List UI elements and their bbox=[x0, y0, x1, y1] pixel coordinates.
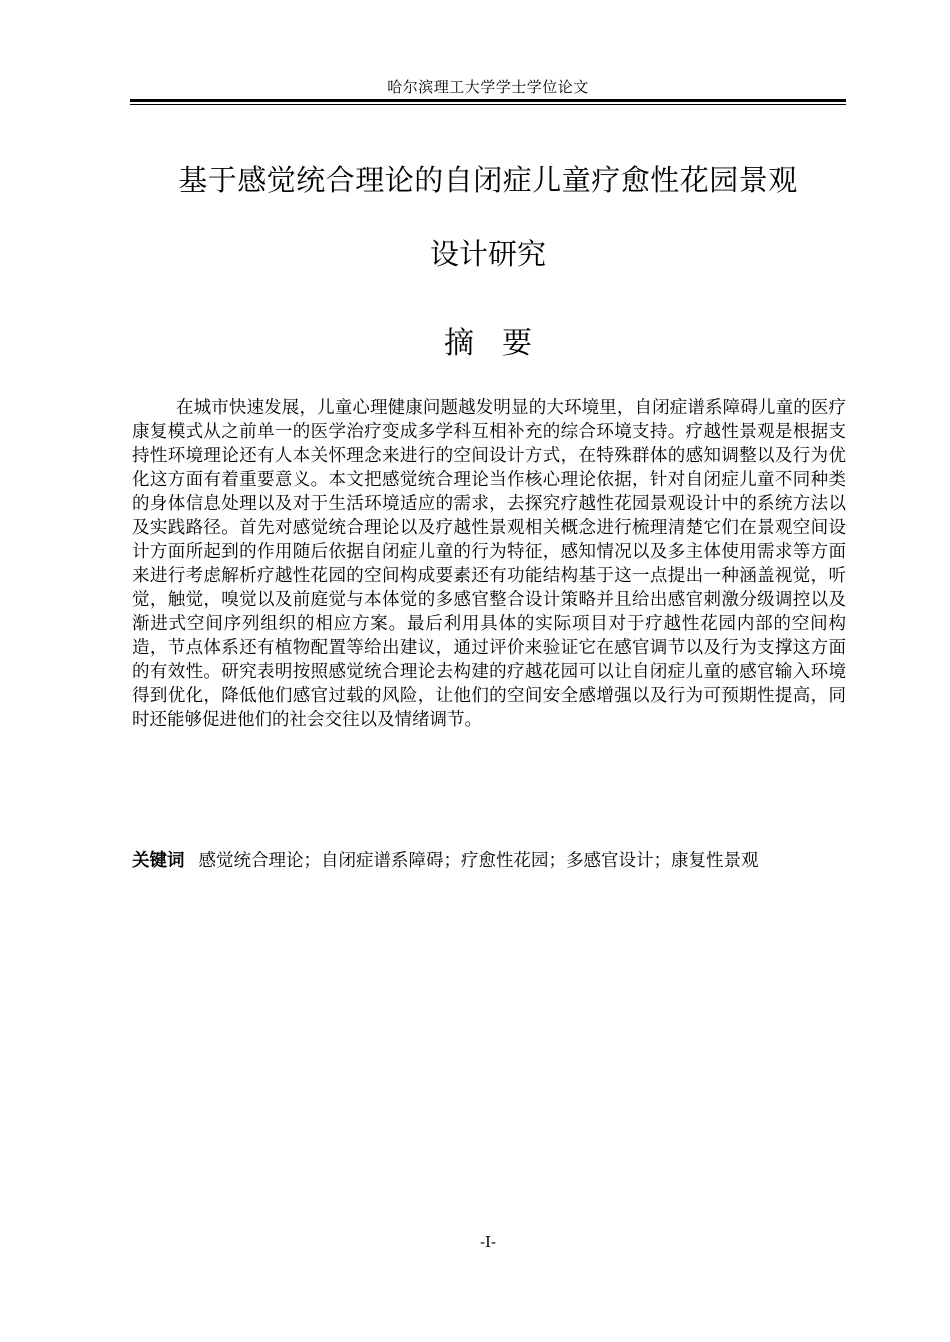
abstract-heading: 摘要 bbox=[444, 326, 560, 361]
keywords-text: 感觉统合理论；自闭症谱系障碍；疗愈性花园；多感官设计；康复性景观 bbox=[198, 851, 759, 871]
keywords-paragraph bbox=[132, 849, 846, 873]
keywords-label: 关键词 bbox=[132, 851, 185, 871]
abstract-body: 在城市快速发展，儿童心理健康问题越发明显的大环境里，自闭症谱系障碍儿童的医疗康复模式从之前单一的医学治疗变成多学科互相补充的综合环境支持。疗越性景观是根据支持性环境理论还有人本关怀理念来进行的空间设计方式，在特殊群体的感知调整以及行为优化这方面有着重要意义。本文把感觉统合理论当作核心理论依据，针对自闭症儿童不同种类的身体信息处理以及对于生活环境适应的需求，去探究疗越性花园景观设计中的系统方法以及实践路径。首先对感觉统合理论以及疗越性景观相关概念进行梳理清楚它们在景观空间设计方面所起到的作用随后依据自闭症儿童的行为特征，感知情况以及多主体使用需求等方面来进行考虑解析疗越性花园的空间构成要素还有功能结构基于这一点提出一种涵盖视觉，听觉，触觉，嗅觉以及前庭觉与本体觉的多感官整合设计策略并且给出感官刺激分级调控以及渐进式空间序列组织的相应方案。最后利用具体的实际项目对于疗越性花园内部的空间构造，节点体系还有植物配置等给出建议，通过评价来验证它在感官调节以及行为支撑这方面的有效性。研究表明按照感觉统合理论去构建的疗越花园可以让自闭症儿童的感官输入环境得到优化，降低他们感官过载的风险，让他们的空间安全感增强以及行为可预期性提高，同时还能够促进他们的社会交往以及情绪调节。 bbox=[132, 398, 846, 730]
thesis-title-line-2: 设计研究 bbox=[429, 237, 546, 271]
header-rule-thick bbox=[130, 99, 846, 102]
header-rule-thin bbox=[130, 104, 846, 105]
thesis-title-line-1: 基于感觉统合理论的自闭症儿童疗愈性花园景观 bbox=[178, 163, 798, 197]
page-number: -I- bbox=[479, 1233, 497, 1251]
running-header: 哈尔滨理工大学学士学位论文 bbox=[387, 78, 589, 96]
